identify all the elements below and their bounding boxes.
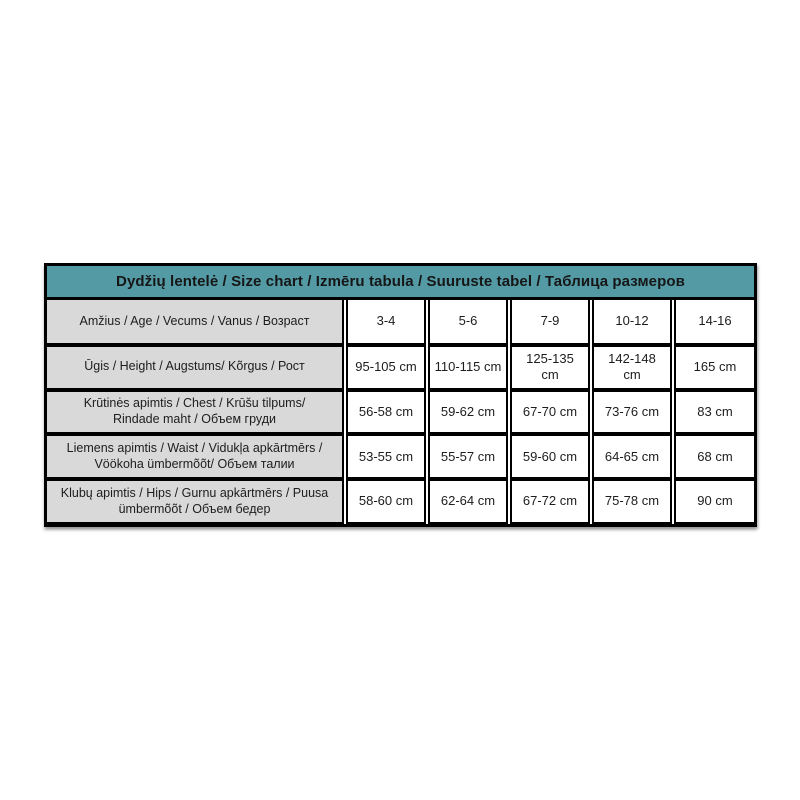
value-cell: 142-148 cm: [592, 345, 672, 390]
value-cell: 73-76 cm: [592, 390, 672, 435]
size-chart-title: Dydžių lentelė / Size chart / Izmēru tabula / Suuruste tabel / Таблица размеров: [47, 266, 754, 300]
row-label-cell-waist: Liemens apimtis / Waist / Vidukļa apkārtmērs / Vöökoha ümbermõõt/ Объем талии: [47, 434, 344, 479]
value-cell: 56-58 cm: [346, 390, 426, 435]
value-cell: 64-65 cm: [592, 434, 672, 479]
value-cell: 59-60 cm: [510, 434, 590, 479]
value-cell: 95-105 cm: [346, 345, 426, 390]
value-cell: 53-55 cm: [346, 434, 426, 479]
value-cell: 7-9: [510, 300, 590, 345]
value-cell: 55-57 cm: [428, 434, 508, 479]
value-cell: 62-64 cm: [428, 479, 508, 524]
value-cell: 75-78 cm: [592, 479, 672, 524]
value-cell: 10-12: [592, 300, 672, 345]
value-cell: 14-16: [674, 300, 754, 345]
size-chart-grid: [47, 300, 754, 524]
value-cell: 68 cm: [674, 434, 754, 479]
value-cell: 83 cm: [674, 390, 754, 435]
value-cell: 125-135 cm: [510, 345, 590, 390]
row-label-cell-hips: Klubų apimtis / Hips / Gurnu apkārtmērs / Puusa ümbermõõt / Объем бедер: [47, 479, 344, 524]
value-cell: 90 cm: [674, 479, 754, 524]
value-cell: 3-4: [346, 300, 426, 345]
value-cell: 110-115 cm: [428, 345, 508, 390]
value-cell: 59-62 cm: [428, 390, 508, 435]
value-cell: 58-60 cm: [346, 479, 426, 524]
row-label-cell-chest: Krūtinės apimtis / Chest / Krūšu tilpums/ Rindade maht / Объем груди: [47, 390, 344, 435]
value-cell: 165 cm: [674, 345, 754, 390]
value-cell: 67-72 cm: [510, 479, 590, 524]
size-chart-table: [44, 263, 757, 527]
row-label-cell-age: Amžius / Age / Vecums / Vanus / Возраст: [47, 300, 344, 345]
value-cell: 5-6: [428, 300, 508, 345]
row-label-cell-height: Ūgis / Height / Augstums/ Kõrgus / Рост: [47, 345, 344, 390]
value-cell: 67-70 cm: [510, 390, 590, 435]
